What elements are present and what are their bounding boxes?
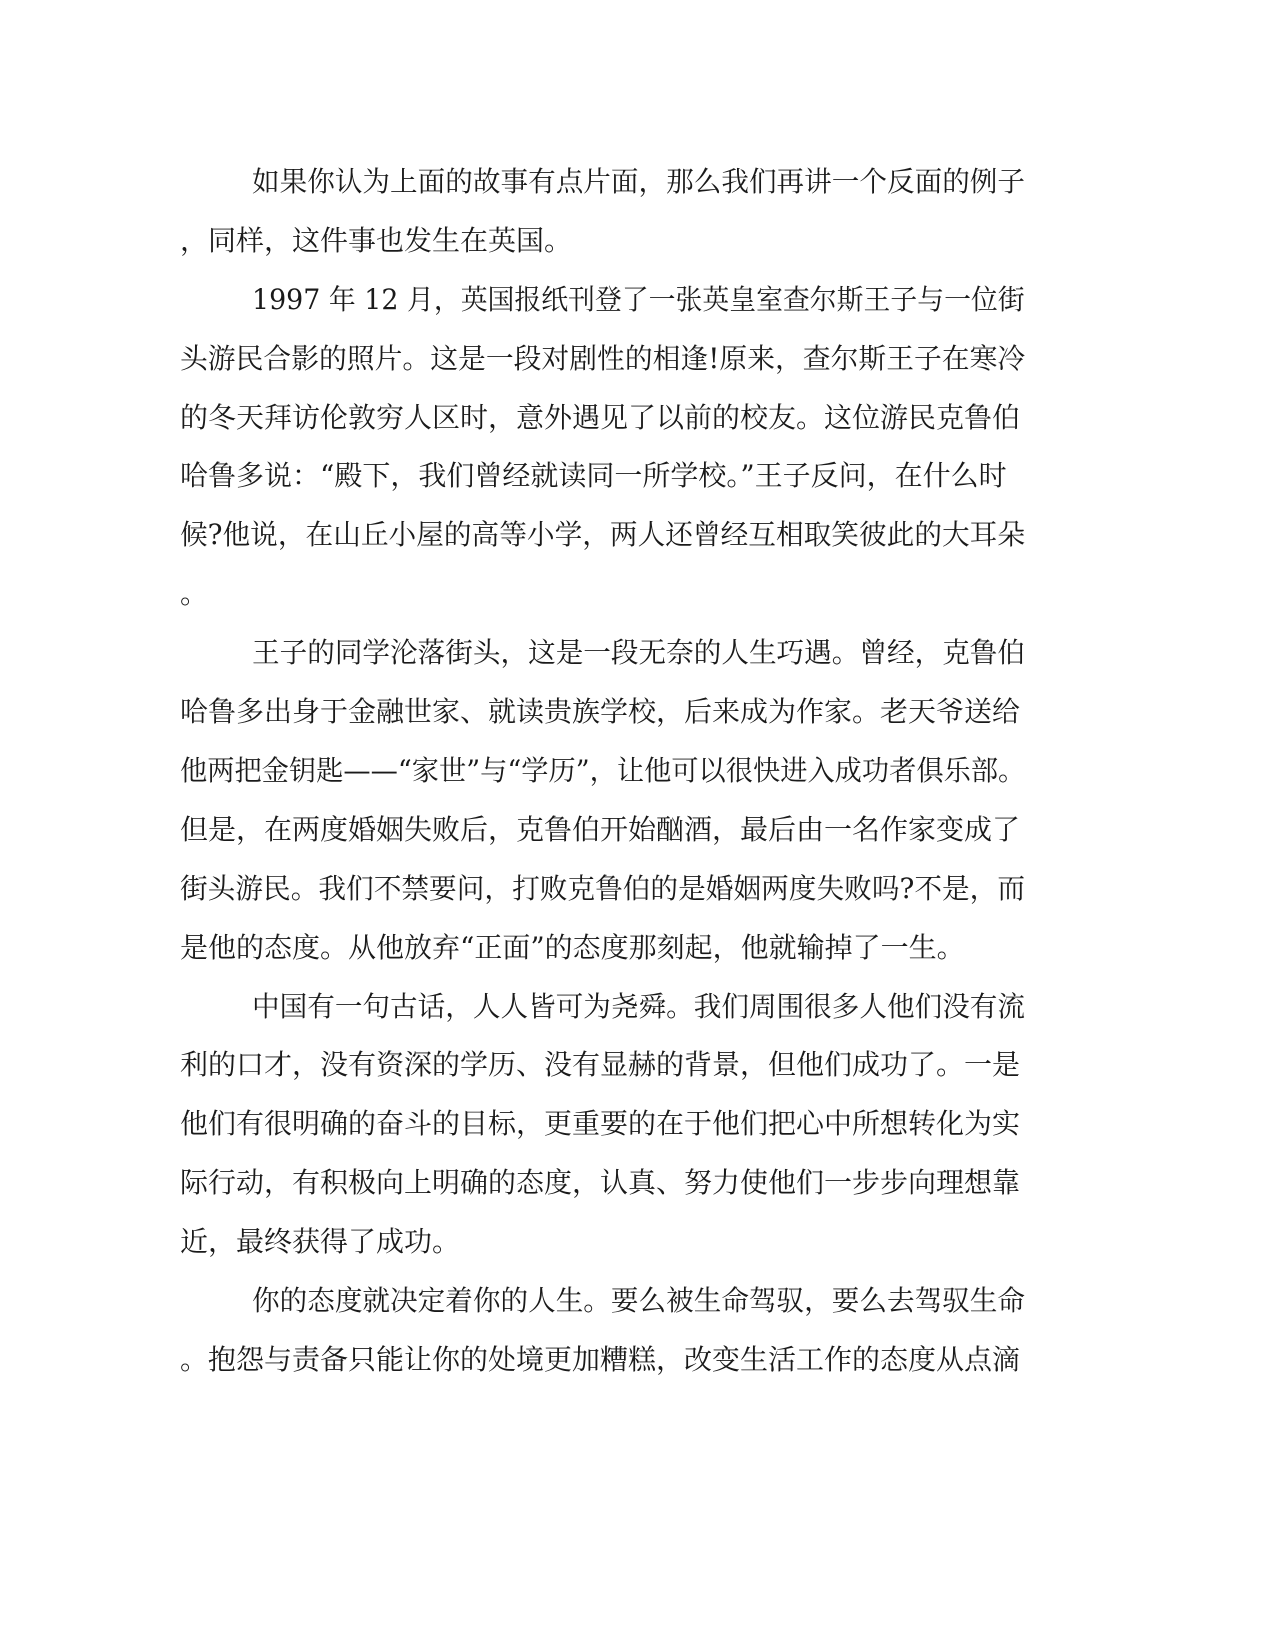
paragraph-2-line-1: [0, 280, 1275, 320]
paragraph-5-line-2: [0, 1340, 1275, 1380]
paragraph-4-line-3: [0, 1104, 1275, 1144]
paragraph-4-line-4: [0, 1163, 1275, 1203]
paragraph-3-line-1: [0, 633, 1275, 673]
text-line: 街头游民。我们不禁要问，打败克鲁伯的是婚姻两度失败吗?不是，而: [180, 872, 1026, 905]
text-line: 他两把金钥匙——“家世”与“学历”，让他可以很快进入成功者俱乐部。: [180, 754, 1026, 787]
paragraph-1-line-2: [0, 221, 1275, 261]
text-line: 你的态度就决定着你的人生。要么被生命驾驭，要么去驾驭生命: [252, 1284, 1026, 1317]
text-line: ，同样，这件事也发生在英国。: [180, 224, 573, 257]
text-line: 。抱怨与责备只能让你的处境更加糟糕，改变生活工作的态度从点滴: [180, 1343, 1021, 1376]
paragraph-3-line-2: [0, 692, 1275, 732]
text-line: 哈鲁多说：“殿下，我们曾经就读同一所学校。”王子反问，在什么时: [180, 459, 1007, 492]
text-line: 1997 年 12 月，英国报纸刊登了一张英皇室查尔斯王子与一位街: [252, 283, 1025, 316]
text-line: 的冬天拜访伦敦穷人区时，意外遇见了以前的校友。这位游民克鲁伯: [180, 401, 1021, 434]
paragraph-3-line-5: [0, 869, 1275, 909]
paragraph-3-line-3: [0, 751, 1275, 791]
paragraph-2-line-4: [0, 456, 1275, 496]
paragraph-4-line-5: [0, 1222, 1275, 1262]
text-line: 是他的态度。从他放弃“正面”的态度那刻起，他就输掉了一生。: [180, 931, 965, 964]
text-line: 近，最终获得了成功。: [180, 1225, 461, 1258]
text-line: 哈鲁多出身于金融世家、就读贵族学校，后来成为作家。老天爷送给: [180, 695, 1021, 728]
paragraph-5-line-1: [0, 1281, 1275, 1321]
text-line: 但是，在两度婚姻失败后，克鲁伯开始酗酒，最后由一名作家变成了: [180, 813, 1021, 846]
paragraph-1-line-1: [0, 162, 1275, 202]
paragraph-4-line-2: [0, 1045, 1275, 1085]
paragraph-2-line-3: [0, 398, 1275, 438]
paragraph-3-line-4: [0, 810, 1275, 850]
paragraph-3-line-6: [0, 928, 1275, 968]
paragraph-2-line-5: [0, 515, 1275, 555]
text-line: 王子的同学沦落街头，这是一段无奈的人生巧遇。曾经，克鲁伯: [252, 636, 1026, 669]
text-line: 头游民合影的照片。这是一段对剧性的相逢!原来，查尔斯王子在寒冷: [180, 342, 1026, 375]
paragraph-2-line-6: [0, 574, 1275, 614]
text-line: 利的口才，没有资深的学历、没有显赫的背景，但他们成功了。一是: [180, 1048, 1021, 1081]
paragraph-2-line-2: [0, 339, 1275, 379]
text-line: 。: [180, 577, 209, 610]
text-line: 际行动，有积极向上明确的态度，认真、努力使他们一步步向理想靠: [180, 1166, 1021, 1199]
text-line: 他们有很明确的奋斗的目标，更重要的在于他们把心中所想转化为实: [180, 1107, 1021, 1140]
text-line: 中国有一句古话，人人皆可为尧舜。我们周围很多人他们没有流: [252, 990, 1026, 1023]
text-line: 候?他说，在山丘小屋的高等小学，两人还曾经互相取笑彼此的大耳朵: [180, 518, 1026, 551]
text-line: 如果你认为上面的故事有点片面，那么我们再讲一个反面的例子: [252, 165, 1026, 198]
paragraph-4-line-1: [0, 987, 1275, 1027]
